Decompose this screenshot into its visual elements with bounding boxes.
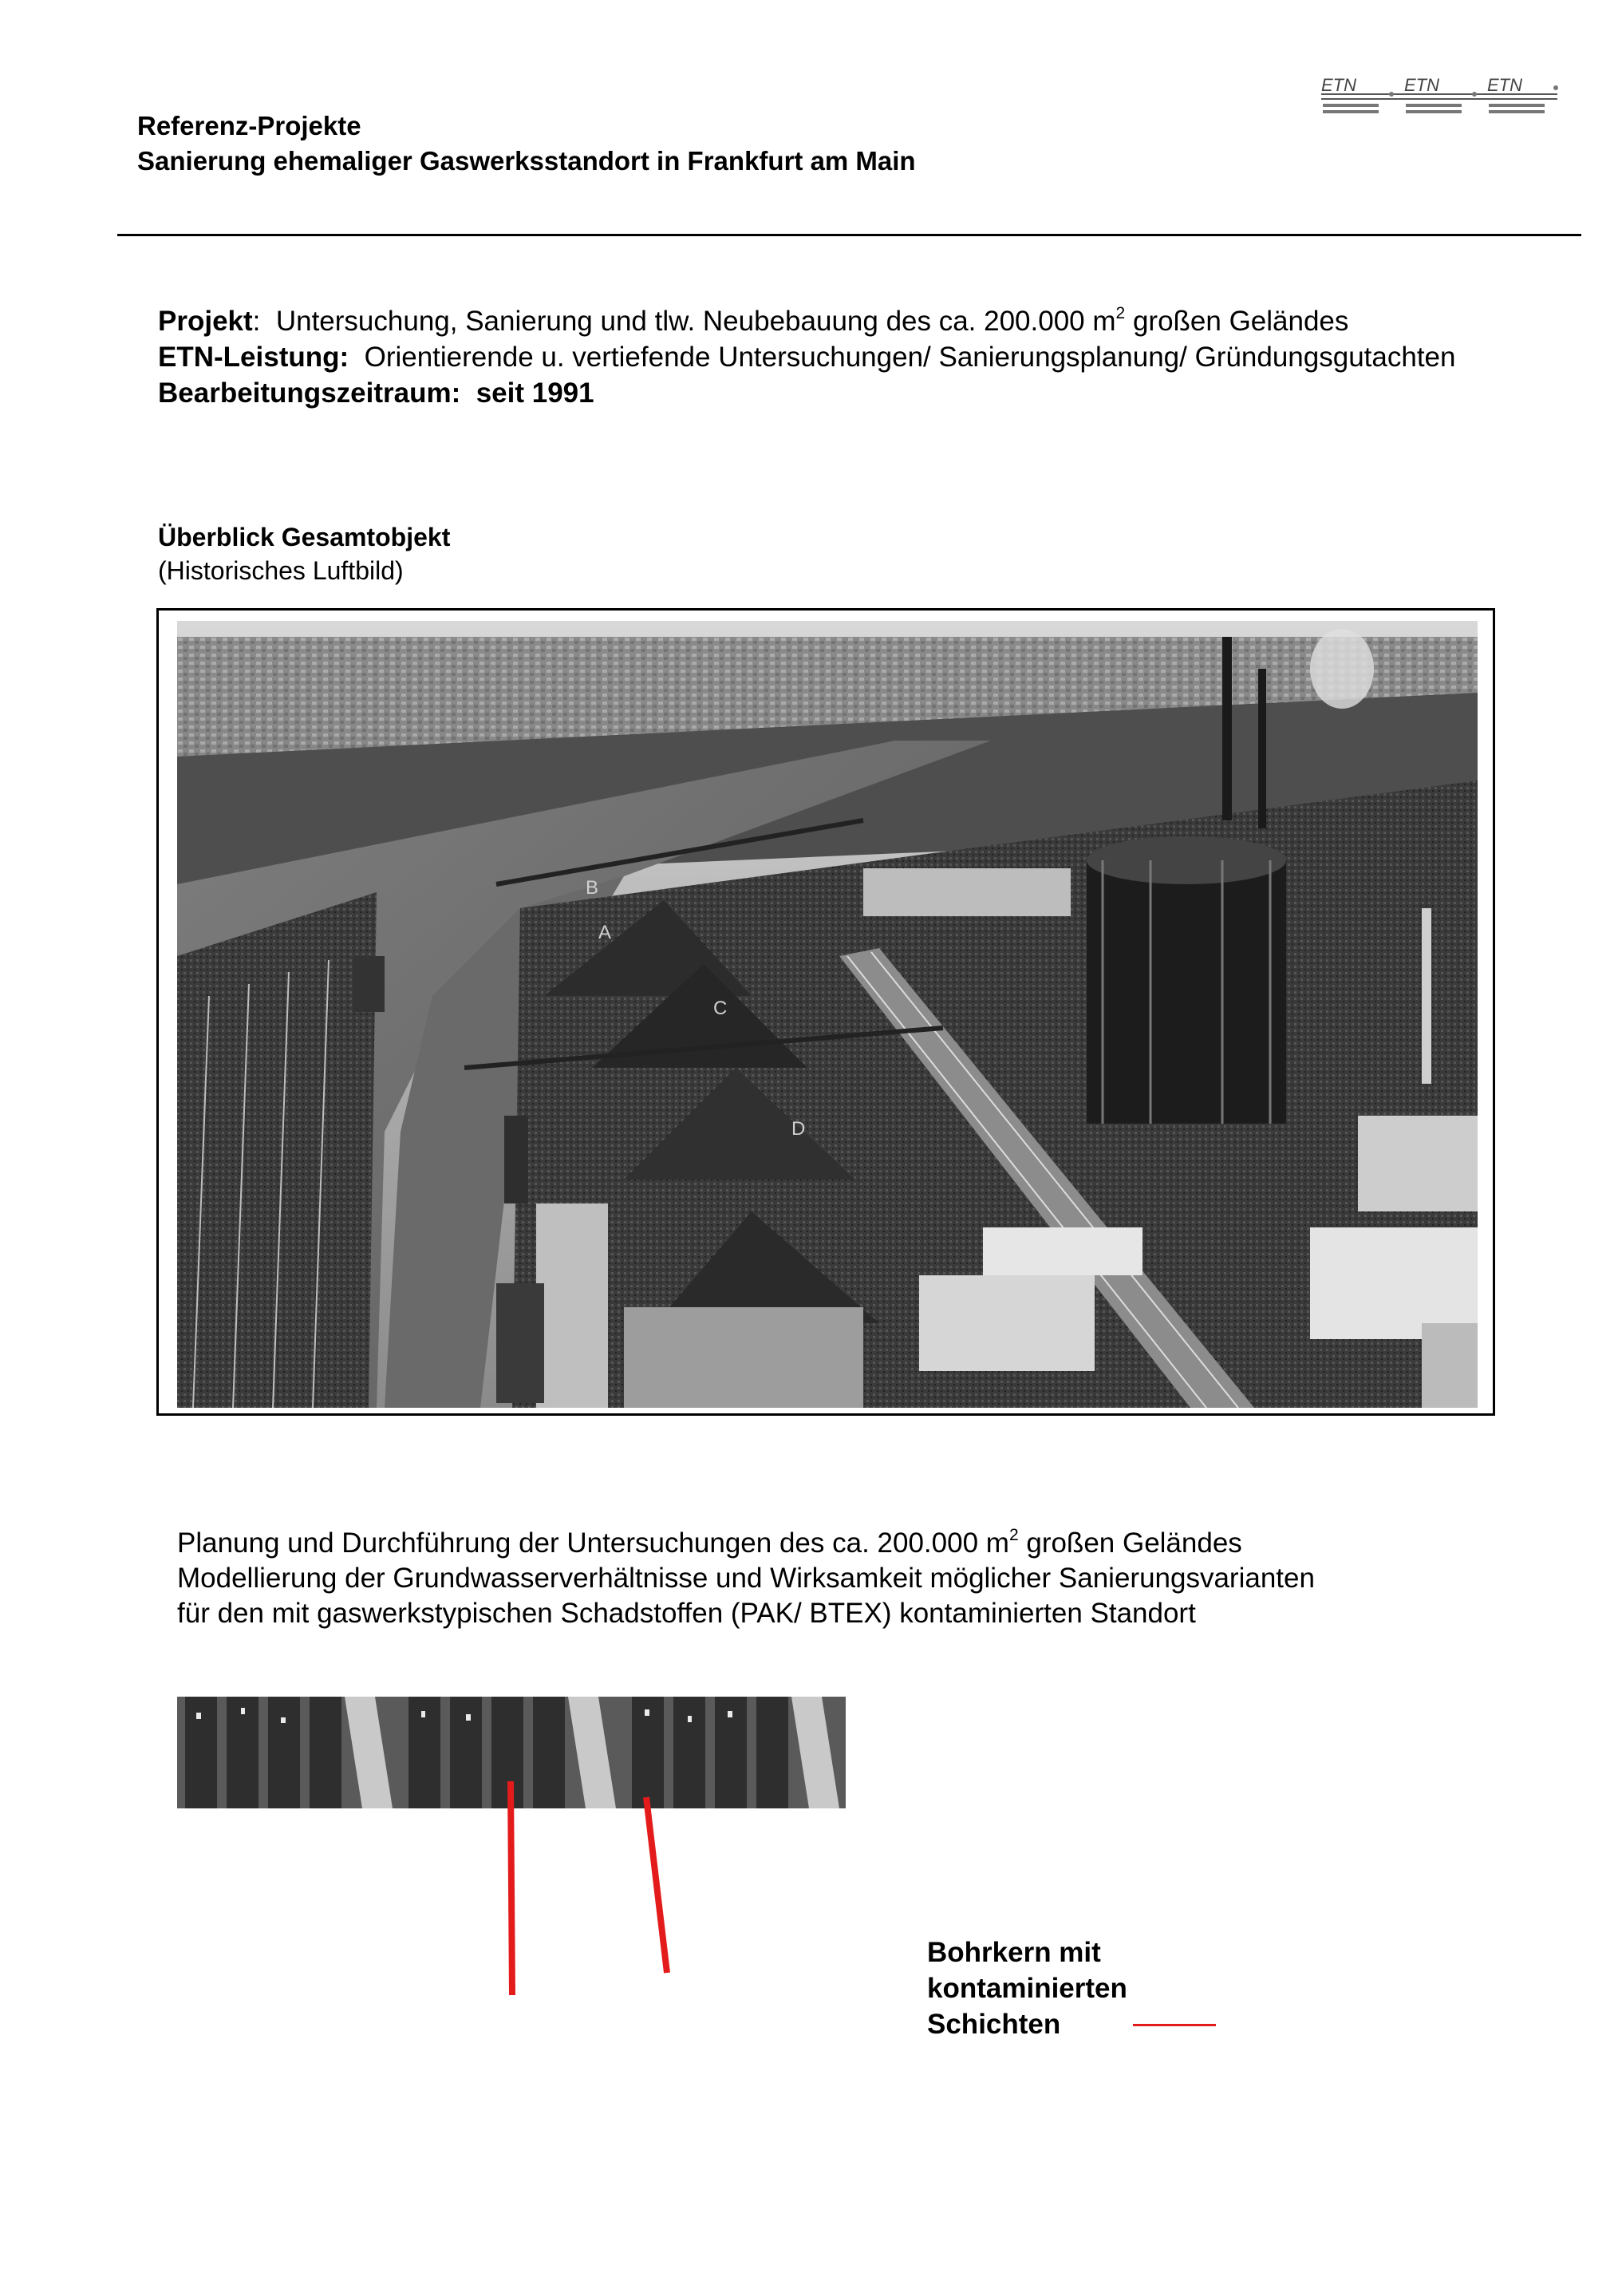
area-label-a: A	[598, 922, 612, 943]
description-sup: 2	[1008, 1526, 1019, 1545]
aerial-photo	[177, 621, 1478, 1408]
legend-line-3: Schichten	[927, 2009, 1061, 2040]
description-line-1-end: großen Geländes	[1018, 1527, 1242, 1559]
header-divider	[117, 234, 1581, 236]
legend	[927, 1934, 1127, 2042]
area-label-c: C	[713, 998, 728, 1019]
company-logo-icon	[1318, 73, 1565, 121]
description-line-3: für den mit gaswerkstypischen Schadstoffen (PAK/ BTEX) kontaminierten Standort	[177, 1598, 1196, 1629]
service-label: ETN-Leistung:	[158, 342, 349, 373]
description-line-1	[177, 1526, 1315, 1561]
logo-mark-2: ETN	[1404, 75, 1439, 95]
legend-line-1: Bohrkern mit	[927, 1937, 1101, 1968]
description-line-1-text: Planung und Durchführung der Untersuchungen des ca. 200.000 m	[177, 1527, 1009, 1559]
header-line-1: Referenz-Projekte	[137, 111, 361, 140]
service-text: Orientierende u. vertiefende Untersuchungen/ Sanierungsplanung/ Gründungsgutachten	[364, 342, 1456, 373]
project-sup: 2	[1115, 304, 1126, 323]
area-label-d: D	[791, 1118, 806, 1140]
description	[177, 1526, 1315, 1631]
header-line-2: Sanierung ehemaliger Gaswerksstandort in Frankfurt am Main	[137, 146, 916, 176]
description-line-2: Modellierung der Grundwasserverhältnisse und Wirksamkeit möglicher Sanierungsvarianten	[177, 1563, 1315, 1594]
project-text-end: großen Geländes	[1125, 306, 1349, 337]
period-row	[158, 375, 1455, 411]
project-info	[158, 303, 1455, 411]
logo-mark-3: ETN	[1487, 75, 1522, 95]
overview-title: Überblick Gesamtobjekt	[158, 523, 451, 551]
legend-line-2: kontaminierten	[927, 1973, 1127, 2004]
service-row	[158, 339, 1455, 375]
page-header	[137, 109, 916, 179]
area-label-b: B	[586, 877, 599, 899]
marker-line-1	[511, 1781, 512, 1995]
project-row: Projekt: Untersuchung, Sanierung und tlw. Neubebauung des ca. 200.000 $m^2$ großen Geländes	[158, 304, 1349, 337]
contamination-markers	[479, 1772, 686, 2011]
legend-marker-swatch	[1133, 2024, 1216, 2026]
marker-line-2	[646, 1797, 667, 1973]
project-text: Untersuchung, Sanierung und tlw. Neubebauung des ca. 200.000 m	[275, 306, 1116, 337]
project-label: Projekt	[158, 306, 253, 337]
overview-subtitle: (Historisches Luftbild)	[158, 556, 404, 585]
logo-mark-1: ETN	[1321, 75, 1356, 95]
period-text: seit 1991	[476, 377, 594, 409]
period-label: Bearbeitungszeitraum:	[158, 377, 461, 409]
overview-heading	[158, 520, 450, 587]
